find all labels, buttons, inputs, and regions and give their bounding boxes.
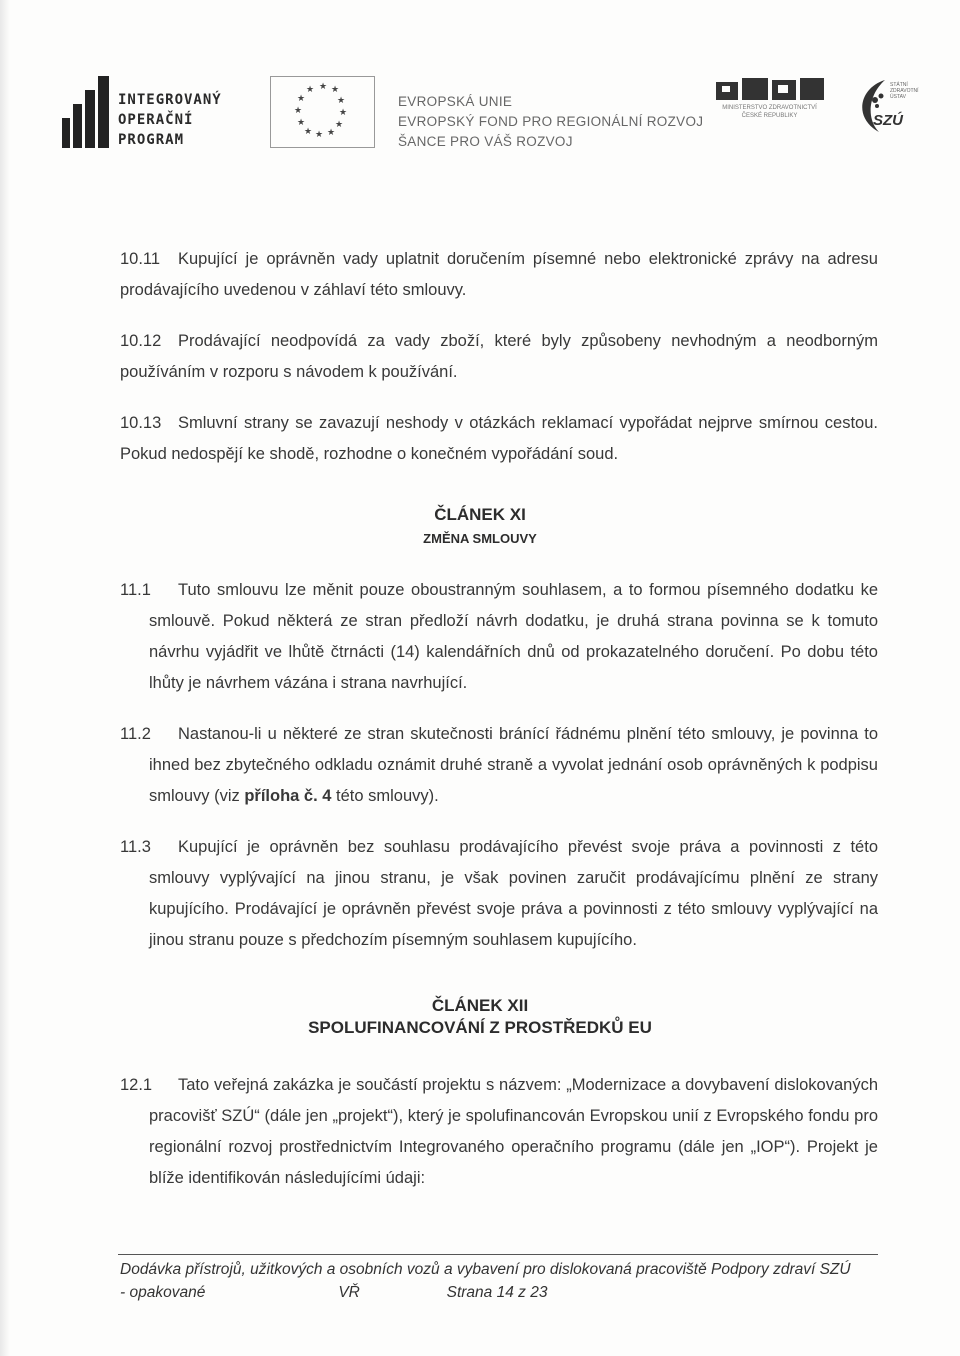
section-10-13 — [120, 408, 878, 470]
section-10-12 — [120, 326, 878, 388]
ministry-emblem-icon — [712, 76, 827, 104]
eu-line3: ŠANCE PRO VÁŠ ROZVOJ — [398, 134, 573, 149]
svg-text:★: ★ — [297, 94, 306, 104]
footer-divider — [118, 1254, 878, 1255]
svg-text:★: ★ — [306, 85, 315, 95]
page-header — [0, 0, 960, 170]
section-12-1 — [120, 1070, 878, 1194]
section-text-b: této smlouvy). — [331, 787, 439, 805]
svg-text:★: ★ — [294, 106, 303, 116]
article-11-heading — [0, 505, 960, 546]
section-number: 10.11 — [120, 250, 161, 268]
footer-vr: VŘ — [338, 1284, 360, 1301]
section-11-3 — [120, 832, 878, 956]
section-number: 11.3 — [120, 838, 151, 856]
svg-text:★: ★ — [315, 130, 324, 140]
section-text — [120, 719, 878, 812]
article-title: ČLÁNEK XII — [431, 996, 529, 1015]
section-text-a: Nastanou-li u některé ze stran skutečnosti bránící řádnému plnění této smlouvy, je povinna to ihned bez zbytečného odkladu oznámit druhé straně a vyvolat jednání osob oprávněných k podpisu smlouvy (viz — [149, 725, 878, 805]
section-number: 10.13 — [120, 414, 162, 432]
section-number: 11.2 — [120, 725, 151, 743]
eu-text — [398, 92, 703, 152]
section-text: Tato veřejná zakázka je součástí projektu s názvem: „Modernizace a dovybavení dislokovaných pracovišť SZÚ“ (dále jen „projekt“), který je spolufinancován Evropskou unií z Evropského fondu pro regionální rozvoj prostřednictvím Integrovaného operačního programu (dále jen „IOP“). Projekt je blíže identifikován následujícími údaji: — [149, 1076, 878, 1187]
section-11-2 — [120, 719, 878, 812]
szu-small-line1: STÁTNÍ — [890, 82, 908, 88]
svg-text:★: ★ — [337, 96, 346, 106]
ministry-logo — [712, 76, 827, 126]
ministry-line2: ČESKÉ REPUBLIKY — [741, 113, 798, 119]
eu-flag-icon — [270, 76, 375, 148]
section-text-bold: příloha č. 4 — [244, 787, 332, 805]
article-12-heading — [0, 996, 960, 1038]
svg-text:★: ★ — [327, 128, 336, 138]
footer-page-number: Strana 14 z 23 — [446, 1284, 548, 1301]
article-title: ČLÁNEK XI — [434, 505, 526, 524]
footer-repeat: - opakované — [120, 1284, 206, 1301]
section-text: Smluvní strany se zavazují neshody v otázkách reklamací vypořádat nejprve smírnou cestou. Pokud nedospějí ke shodě, rozhodne o konečném vypořádání soud. — [120, 414, 878, 463]
section-number: 12.1 — [120, 1076, 153, 1094]
section-number: 11.1 — [120, 581, 151, 599]
footer-line1: Dodávka přístrojů, užitkových a osobních vozů a vybavení pro dislokovaná pracoviště Podpory zdraví SZÚ — [120, 1261, 851, 1278]
svg-text:★: ★ — [339, 108, 348, 118]
iop-line2: OPERAČNÍ — [118, 112, 194, 128]
szu-small-line3: ÚSTAV — [890, 94, 906, 100]
scan-edge — [0, 0, 10, 1356]
ministry-line1: MINISTERSTVO ZDRAVOTNICTVÍ — [722, 105, 817, 111]
article-subtitle: SPOLUFINANCOVÁNÍ Z PROSTŘEDKŮ EU — [308, 1018, 652, 1037]
szu-mark: SZÚ — [873, 112, 903, 129]
eu-line1: EVROPSKÁ UNIE — [398, 94, 513, 109]
iop-logo — [62, 76, 252, 148]
svg-text:★: ★ — [319, 82, 328, 92]
section-11-1 — [120, 575, 878, 699]
svg-text:★: ★ — [331, 85, 340, 95]
section-text: Kupující je oprávněn vady uplatnit doručením písemné nebo elektronické zprávy na adresu prodávajícího uvedenou v záhlaví této smlouvy. — [120, 250, 878, 299]
page-footer — [120, 1258, 880, 1304]
article-subtitle: ZMĚNA SMLOUVY — [423, 531, 537, 546]
iop-line1: INTEGROVANÝ — [118, 92, 222, 108]
szu-logo — [845, 74, 925, 144]
szu-small-line2: ZDRAVOTNÍ — [890, 88, 919, 94]
section-text: Tuto smlouvu lze měnit pouze oboustranným souhlasem, a to formou písemného dodatku ke smlouvě. Pokud některá ze stran předloží návrh dodatku, je druhá strana povinna se k tomuto návrhu vyjádřit ve lhůtě čtrnácti (14) kalendářních dnů od prokazatelného doručení. Po dobu této lhůty je návrhem vázána i strana navrhující. — [149, 581, 878, 692]
section-text: Prodávající neodpovídá za vady zboží, které byly způsobeny nevhodným a neodborným používáním v rozporu s návodem k používání. — [120, 332, 878, 381]
eu-line2: EVROPSKÝ FOND PRO REGIONÁLNÍ ROZVOJ — [398, 114, 704, 129]
iop-bars-icon — [62, 76, 110, 148]
svg-text:★: ★ — [304, 127, 313, 137]
svg-text:★: ★ — [297, 118, 306, 128]
section-text: Kupující je oprávněn bez souhlasu prodávajícího převést svoje práva a povinnosti z této smlouvy vyplývající na jinou stranu, je však povinen zaručit prodávajícímu plnění ze strany kupujícího. Prodávající je oprávněn převést svoje práva a povinnosti z této smlouvy vyplývající na jinou stranu pouze s předchozím písemným souhlasem kupujícího. — [149, 838, 878, 949]
section-10-11 — [120, 244, 878, 306]
section-number: 10.12 — [120, 332, 162, 350]
svg-text:★: ★ — [335, 120, 344, 130]
iop-line3: PROGRAM — [118, 132, 185, 148]
